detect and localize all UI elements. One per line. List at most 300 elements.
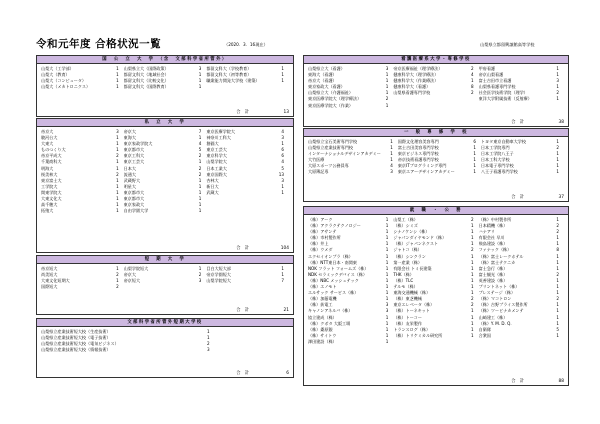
pass-count: 1 bbox=[116, 84, 119, 90]
destination-name: 飛鳥建設（株） bbox=[478, 241, 508, 247]
results-column bbox=[393, 217, 478, 345]
pass-count: 1 bbox=[473, 151, 476, 157]
destination-name: プレステージ（株） bbox=[478, 290, 516, 296]
destination-name: （株）クボタ 大阪工場 bbox=[308, 320, 351, 326]
section-total: 21 bbox=[283, 308, 289, 313]
result-row bbox=[206, 284, 289, 290]
pass-count: 1 bbox=[116, 183, 119, 189]
results-column bbox=[206, 266, 289, 290]
section-heading: 就 職 ・ 公 務 bbox=[304, 207, 568, 215]
pass-count: 5 bbox=[198, 147, 202, 153]
pass-count: 2 bbox=[556, 229, 559, 235]
pass-count: 3 bbox=[385, 302, 389, 308]
destination-name: 東京エレベータ（株） bbox=[393, 302, 435, 308]
pass-count: 7 bbox=[198, 129, 202, 134]
destination-name: 東洋大学附属技術（反射療） bbox=[478, 96, 532, 102]
destination-name: 東京工芸大 bbox=[206, 147, 227, 153]
destination-name: （株）加藤電機 bbox=[308, 296, 337, 302]
destination-name: 国際文化理容美容専門 bbox=[397, 139, 439, 144]
pass-count: 1 bbox=[198, 135, 202, 141]
result-row bbox=[124, 84, 207, 90]
pass-count: 2 bbox=[556, 271, 559, 277]
destination-name: 合衆国 bbox=[478, 332, 491, 338]
pass-count: 1 bbox=[556, 320, 559, 326]
pass-count: 5 bbox=[281, 165, 285, 171]
pass-count: 3 bbox=[385, 308, 389, 314]
section-total: 104 bbox=[280, 246, 289, 251]
destination-name: 日本大 bbox=[123, 165, 136, 171]
destination-name: 健康科学大（作業療法） bbox=[393, 78, 439, 84]
pass-count: 2 bbox=[471, 217, 474, 222]
pass-count: 1 bbox=[473, 157, 476, 163]
pass-count: 1 bbox=[116, 208, 119, 214]
pass-count: 1 bbox=[385, 235, 389, 241]
total-label: 合 計 bbox=[236, 246, 249, 251]
section-heading: 短 期 大 学 bbox=[37, 256, 293, 264]
destination-name: 明星大 bbox=[123, 183, 136, 189]
pass-count: 1 bbox=[116, 202, 119, 208]
pass-count: 2 bbox=[471, 66, 474, 71]
destination-name: 山梨工（株） bbox=[393, 217, 418, 222]
destination-name: 東京都市大 bbox=[123, 147, 145, 153]
pass-count: 2 bbox=[198, 171, 202, 177]
pass-count: 1 bbox=[281, 72, 285, 78]
pass-count: 1 bbox=[471, 235, 474, 241]
destination-name: （株）桑原銀 bbox=[308, 326, 333, 332]
destination-name: （株）友栄製作 bbox=[393, 320, 422, 326]
pass-count: 2 bbox=[198, 165, 202, 171]
destination-name: 有限会社 早川 bbox=[478, 235, 505, 241]
pass-count: 1 bbox=[198, 266, 202, 271]
destination-name bbox=[206, 284, 272, 290]
destination-name: 健康科学大（理学療法） bbox=[393, 72, 439, 78]
destination-name: 山梨県看護専門学校 bbox=[393, 90, 431, 96]
pass-count: 1 bbox=[471, 229, 474, 235]
pass-count: 1 bbox=[206, 329, 210, 334]
total-label: 合 計 bbox=[511, 195, 524, 200]
pass-count: 1 bbox=[385, 229, 389, 235]
destination-name: 帝京技術看護専門学校 bbox=[397, 157, 439, 163]
pass-count: 1 bbox=[471, 290, 474, 296]
pass-count: 3 bbox=[385, 66, 389, 71]
destination-name: 職業能力開発大学校（建築） bbox=[206, 78, 260, 84]
pass-count: 1 bbox=[471, 314, 474, 320]
total-label: 合 計 bbox=[236, 371, 249, 376]
pass-count: 1 bbox=[116, 266, 119, 271]
destination-name: 山梨大（メカトロニクス） bbox=[41, 84, 91, 90]
pass-count: 1 bbox=[198, 183, 202, 189]
pass-count: 2 bbox=[206, 341, 210, 347]
results-column bbox=[124, 129, 207, 214]
result-row bbox=[41, 84, 124, 90]
total-label: 合 計 bbox=[236, 110, 249, 115]
destination-name: （株）ウメダ bbox=[308, 247, 333, 253]
result-row bbox=[41, 208, 124, 214]
destination-name: 東京ビジネス専門学校 bbox=[397, 151, 439, 157]
destination-name: （株）TLC bbox=[393, 277, 414, 283]
destination-name: 第一産業（株） bbox=[393, 259, 422, 265]
destination-name: 杏林大 bbox=[206, 177, 219, 183]
results-column bbox=[124, 266, 207, 290]
pass-count: 4 bbox=[390, 163, 393, 169]
pass-count: 8 bbox=[471, 84, 474, 90]
destination-name: 澤田建設（株） bbox=[308, 338, 337, 344]
destination-name: 大竹医療 bbox=[308, 157, 325, 163]
pass-count: 1 bbox=[385, 102, 389, 108]
pass-count: 4 bbox=[471, 72, 474, 78]
total-label: 合 計 bbox=[511, 379, 524, 384]
pass-count: 2 bbox=[471, 90, 474, 96]
pass-count: 2 bbox=[471, 247, 474, 253]
pass-count: 1 bbox=[281, 66, 285, 71]
destination-name: 東海大 bbox=[123, 135, 136, 141]
destination-name: 関東学院大 bbox=[41, 189, 62, 195]
pass-count: 1 bbox=[116, 141, 119, 147]
destination-name: 東京都市大 bbox=[123, 196, 145, 202]
pass-count: 1 bbox=[281, 78, 285, 84]
pass-count: 1 bbox=[385, 277, 389, 283]
pass-count: 3 bbox=[390, 169, 393, 175]
destination-name: 甲府看護 bbox=[478, 66, 496, 71]
pass-count: 3 bbox=[198, 278, 202, 284]
result-row bbox=[398, 169, 481, 175]
destination-name: 高千穂大 bbox=[41, 202, 58, 208]
employment-panel bbox=[303, 206, 569, 386]
pass-count: 1 bbox=[556, 66, 559, 71]
pass-count: 1 bbox=[385, 253, 389, 259]
destination-name: 創価大 bbox=[206, 141, 219, 147]
section-total: 38 bbox=[558, 120, 564, 125]
destination-name: ファナック（株） bbox=[478, 247, 512, 253]
destination-name: （株）吉野プライス製作所 bbox=[478, 302, 528, 308]
destination-name: 東京科学大 bbox=[206, 153, 227, 159]
destination-name: テルモ（株） bbox=[393, 284, 418, 290]
pass-count: 1 bbox=[385, 296, 389, 302]
result-row bbox=[308, 339, 393, 345]
destination-name: （株）NTT東日本・南関東 bbox=[308, 259, 357, 265]
result-row bbox=[479, 339, 564, 345]
pass-count: 1 bbox=[471, 265, 474, 271]
pass-count: 1 bbox=[385, 326, 389, 332]
mext-outside-panel bbox=[36, 318, 294, 378]
pass-count: 1 bbox=[385, 284, 389, 290]
pass-count: 1 bbox=[281, 266, 285, 271]
destination-name: 武蔵野大 bbox=[123, 177, 141, 183]
pass-count: 1 bbox=[385, 338, 389, 344]
pass-count: 1 bbox=[116, 147, 119, 153]
pass-count: 3 bbox=[556, 78, 559, 84]
section-heading: 看護医療系大学・専修学校 bbox=[304, 56, 568, 64]
result-row bbox=[479, 103, 564, 109]
results-column bbox=[206, 66, 289, 90]
results-grid bbox=[308, 217, 564, 345]
pass-count: 1 bbox=[198, 208, 202, 214]
destination-name: 拓殖大 bbox=[41, 208, 54, 214]
pass-count: 1 bbox=[471, 326, 474, 332]
vocational-panel bbox=[303, 128, 569, 202]
destination-name: 都留文科大（地域社会） bbox=[123, 72, 169, 78]
pass-count: 2 bbox=[556, 296, 559, 302]
destination-name: 大東大 bbox=[41, 141, 54, 147]
pass-count: 1 bbox=[556, 72, 559, 78]
pass-count: 1 bbox=[198, 159, 202, 165]
junior-college-panel bbox=[36, 255, 294, 315]
destination-name: 東京家政大 bbox=[123, 202, 145, 208]
results-column bbox=[206, 129, 289, 214]
pass-count: 1 bbox=[556, 169, 560, 175]
destination-name bbox=[206, 208, 272, 214]
pass-count: 6 bbox=[281, 153, 285, 159]
destination-name: 都留文科大（初等教育） bbox=[206, 72, 252, 78]
destination-name: 武蔵大 bbox=[206, 189, 219, 195]
destination-name: ハナアリ bbox=[478, 229, 495, 235]
destination-name: 日本工業大 bbox=[206, 165, 227, 171]
pass-count: 1 bbox=[556, 163, 560, 169]
section-heading: 文部科学省所管外短期大学校 bbox=[37, 319, 293, 327]
destination-name: 東京家政学院大 bbox=[123, 141, 153, 147]
destination-name: （株）NBC メッシュテック bbox=[308, 277, 359, 283]
pass-count: 2 bbox=[556, 223, 559, 229]
pass-count: 1 bbox=[473, 145, 476, 151]
result-row bbox=[308, 103, 393, 109]
destination-name: ジャパンダイヤモンド（株） bbox=[393, 235, 447, 241]
pass-count: 1 bbox=[198, 84, 202, 90]
pass-count: 1 bbox=[116, 78, 119, 84]
pass-count: 2 bbox=[198, 272, 202, 278]
results-column bbox=[41, 66, 124, 90]
destination-name: 東京国際大 bbox=[206, 171, 227, 177]
results-column bbox=[481, 139, 564, 176]
total-label: 合 計 bbox=[236, 308, 249, 313]
pass-count: 1 bbox=[471, 308, 474, 314]
destination-name: （株）井上 bbox=[308, 241, 329, 247]
results-grid bbox=[41, 266, 289, 290]
pass-count: 2 bbox=[556, 90, 559, 96]
pass-count: 1 bbox=[556, 277, 559, 283]
pass-count: 1 bbox=[471, 223, 474, 229]
section-heading: 一 般 専 修 学 校 bbox=[304, 129, 568, 137]
results-grid bbox=[41, 66, 289, 90]
pass-count: 1 bbox=[281, 141, 285, 147]
destination-name: 山梨県立宝石美術専門学校 bbox=[308, 139, 358, 144]
pass-count: 1 bbox=[390, 157, 393, 163]
results-column bbox=[41, 266, 124, 290]
pass-count: 3 bbox=[281, 135, 285, 141]
destination-name: 東海大（看護） bbox=[308, 72, 337, 78]
destination-name: （株）トーコー bbox=[393, 314, 422, 320]
pass-count: 1 bbox=[390, 145, 393, 151]
section-heading: 私 立 大 学 bbox=[37, 119, 293, 127]
result-row bbox=[124, 208, 207, 214]
pass-count bbox=[462, 103, 479, 109]
destination-name: 自由学園大学 bbox=[123, 208, 149, 214]
pass-count: 1 bbox=[385, 265, 389, 271]
section-heading: 国 公 立 大 学 （含 文部科学省所管外） bbox=[37, 56, 293, 64]
result-row bbox=[41, 347, 215, 353]
destination-name: 健康科学大（看護） bbox=[393, 84, 431, 90]
destination-name: 大原スポーツ公務員専 bbox=[308, 163, 349, 169]
destination-name: 山崎建工（株） bbox=[478, 314, 508, 320]
destination-name: 山梨県立産業技術短大校（情報技術） bbox=[41, 347, 111, 353]
results-column bbox=[124, 66, 207, 90]
destination-name: 協立建成（株） bbox=[308, 314, 337, 320]
pass-count: 1 bbox=[471, 78, 474, 84]
destination-name: 工学院大 bbox=[41, 183, 58, 189]
results-column bbox=[479, 66, 564, 109]
pass-count: 1 bbox=[385, 271, 389, 277]
destination-name: 山梨県立産業技術短大校（生産技術） bbox=[41, 329, 111, 334]
page-title: 令和元年度 合格状況一覧 bbox=[36, 38, 162, 50]
school-name: 山梨県立都留興譲館高等学校 bbox=[480, 42, 535, 47]
pass-count: 1 bbox=[198, 202, 202, 208]
pass-count: 1 bbox=[471, 259, 474, 265]
pass-count: 1 bbox=[556, 235, 559, 241]
destination-name: ジャトコ（株） bbox=[393, 247, 422, 253]
destination-name: 山梨学院短大 bbox=[206, 278, 231, 284]
medical-panel bbox=[303, 55, 569, 127]
pass-count: 3 bbox=[206, 347, 210, 353]
destination-name: 都留文科大（比較文化） bbox=[123, 78, 169, 84]
pass-count: 1 bbox=[556, 302, 559, 308]
pass-count: 1 bbox=[556, 253, 559, 259]
national-univ-panel bbox=[36, 55, 294, 117]
pass-count: 1 bbox=[385, 217, 389, 222]
destination-name: （株）東芝機械 bbox=[393, 296, 422, 302]
as-of-date: （2020．3．16現在） bbox=[224, 42, 268, 47]
pass-count: 1 bbox=[198, 189, 202, 195]
destination-name: 千葉商科大 bbox=[41, 159, 62, 165]
destination-name: （株）富士レークホテル bbox=[478, 253, 524, 259]
pass-count: 1 bbox=[385, 78, 389, 84]
destination-name: 自衛隊 bbox=[478, 326, 491, 332]
result-row bbox=[206, 208, 289, 214]
results-column bbox=[308, 217, 393, 345]
pass-count: 1 bbox=[556, 241, 559, 247]
pass-count: 1 bbox=[116, 196, 119, 202]
destination-name: （株）エノモト bbox=[308, 284, 337, 290]
destination-name: 東京ITプログラミング専門 bbox=[397, 163, 447, 169]
pass-count: 1 bbox=[385, 259, 389, 265]
destination-name: トヨタ東京自動車大学校 bbox=[480, 139, 526, 144]
pass-count: 4 bbox=[198, 141, 202, 147]
pass-count: 2 bbox=[116, 272, 119, 278]
destination-name: 帝京短大 bbox=[123, 278, 141, 284]
pass-count: 1 bbox=[385, 247, 389, 253]
pass-count: 1 bbox=[116, 72, 119, 78]
destination-name: 帝京大 bbox=[41, 129, 54, 134]
destination-name: 山梨県立産業技術専門校 bbox=[308, 145, 354, 151]
section-total: 6 bbox=[286, 371, 289, 376]
destination-name: 国際短大 bbox=[41, 284, 58, 290]
pass-count: 1 bbox=[198, 196, 202, 202]
destination-name: エクセイオンプラ（株） bbox=[308, 253, 353, 259]
pass-count bbox=[189, 284, 206, 290]
destination-name: インターナショナルデザインアカデミー bbox=[308, 151, 381, 157]
destination-name: （株）富士テクニカ bbox=[478, 259, 516, 265]
destination-name: 大東文化短期大 bbox=[41, 278, 70, 284]
pass-count: 1 bbox=[385, 84, 389, 90]
results-grid bbox=[308, 66, 564, 109]
pass-count bbox=[462, 339, 479, 345]
pass-count: 2 bbox=[385, 96, 389, 102]
destination-name: 東京医療学院大 bbox=[206, 129, 235, 134]
destination-name: （株）荻電工 bbox=[308, 302, 333, 308]
results-list bbox=[41, 329, 215, 353]
pass-count: 8 bbox=[556, 247, 559, 253]
pass-count: 1 bbox=[556, 284, 559, 290]
destination-name: 山梨県立産業技術短大校（電気ビジネス） bbox=[41, 341, 119, 347]
results-column bbox=[308, 66, 393, 109]
result-row bbox=[393, 103, 478, 109]
pass-count: 2 bbox=[116, 153, 119, 159]
destination-name: 山梨県立大（国際政策） bbox=[123, 66, 169, 71]
pass-count: 1 bbox=[385, 223, 389, 229]
pass-count bbox=[547, 103, 564, 109]
result-row bbox=[481, 169, 564, 175]
destination-name: 東京医療学院大（理学療法） bbox=[308, 96, 362, 102]
pass-count: 2 bbox=[116, 284, 119, 290]
destination-name: 有限会社 トミ長建築 bbox=[393, 265, 432, 271]
destination-name: 東京エアーデザインアカデミー bbox=[397, 169, 455, 175]
destination-name: （株）アサンテ bbox=[308, 229, 337, 235]
destination-name: （株）市村製作所 bbox=[308, 235, 341, 241]
pass-count: 1 bbox=[390, 139, 393, 144]
pass-count: 1 bbox=[471, 284, 474, 290]
pass-count: 1 bbox=[281, 189, 285, 195]
pass-count: 1 bbox=[281, 183, 285, 189]
destination-name: 桜美林大 bbox=[41, 171, 58, 177]
results-column bbox=[479, 217, 564, 345]
pass-count: 2 bbox=[198, 153, 202, 159]
pass-count: 1 bbox=[281, 272, 285, 278]
destination-name: プリントネット（株） bbox=[478, 284, 520, 290]
result-row bbox=[206, 84, 289, 90]
pass-count: 3 bbox=[281, 177, 285, 183]
destination-name: （株）ジャパンネクスト bbox=[393, 241, 439, 247]
pass-count: 1 bbox=[390, 151, 393, 157]
destination-name: 帝京短大 bbox=[41, 266, 58, 271]
destination-name: （株）ツーピナカメンテ bbox=[478, 308, 524, 314]
pass-count bbox=[547, 339, 564, 345]
destination-name: 帝京医療福祉（理学療法） bbox=[393, 66, 443, 71]
pass-count: 1 bbox=[556, 157, 560, 163]
destination-name: 富士吉田市立看護 bbox=[478, 78, 512, 84]
destination-name: 八王子看護専門学校 bbox=[480, 169, 518, 175]
destination-name: キャノンアネルバ（株） bbox=[308, 308, 353, 314]
destination-name: 日本精機（株） bbox=[478, 223, 508, 229]
pass-count: 1 bbox=[385, 320, 389, 326]
destination-name: 駿河台大 bbox=[41, 135, 58, 141]
destination-name: 明海大 bbox=[41, 165, 54, 171]
pass-count: 1 bbox=[116, 66, 119, 71]
pass-count: 1 bbox=[471, 271, 474, 277]
destination-name: 新日大 bbox=[206, 183, 219, 189]
pass-count: 1 bbox=[385, 90, 389, 96]
destination-name: （株）アーク bbox=[308, 217, 333, 222]
destination-name bbox=[393, 339, 461, 345]
destination-name: （株）Y. M. D. Q. bbox=[478, 320, 512, 326]
destination-name: 目白大短大部 bbox=[206, 266, 231, 271]
destination-name: 大東文化大 bbox=[41, 196, 62, 202]
destination-name: 日本電子専門学校 bbox=[480, 163, 514, 169]
destination-name: 東京医療学院大（作業） bbox=[308, 102, 354, 108]
destination-name: 山梨県立大（看護） bbox=[308, 66, 345, 71]
result-row bbox=[393, 339, 478, 345]
destination-name bbox=[479, 103, 547, 109]
pass-count bbox=[272, 284, 289, 290]
destination-name: 東京家政大（看護） bbox=[308, 84, 345, 90]
pass-count: 2 bbox=[471, 302, 474, 308]
